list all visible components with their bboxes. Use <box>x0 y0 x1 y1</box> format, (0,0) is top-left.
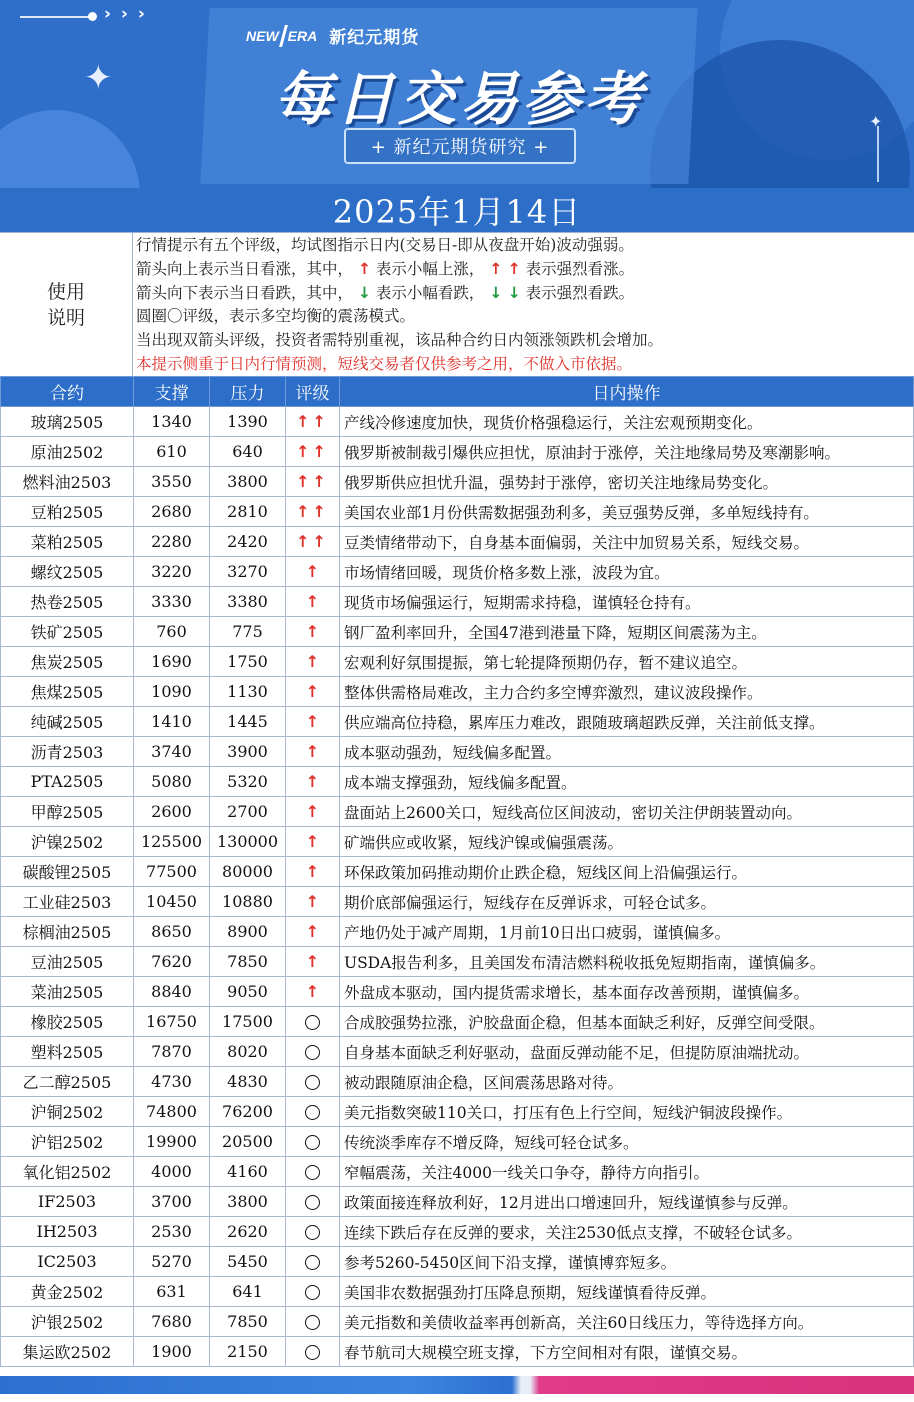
operation-cell: 期价底部偏强运行，短线存在反弹诉求，可轻仓试多。 <box>340 887 914 917</box>
resistance-cell: 76200 <box>210 1097 286 1127</box>
table-row <box>1 437 914 467</box>
table-row <box>1 887 914 917</box>
header-support: 支撑 <box>134 377 210 407</box>
neutral-circle-icon <box>305 1225 320 1240</box>
operation-cell: 供应端高位持稳，累库压力难改，跟随玻璃超跌反弹，关注前低支撑。 <box>340 707 914 737</box>
contract-cell: 沪铜2502 <box>1 1097 134 1127</box>
up-arrow-icon: ↑ <box>305 682 320 701</box>
rating-cell <box>286 557 340 587</box>
disclaimer-line: 本提示侧重于日内行情预测，短线交易者仅供参考之用，不做入市依据。 <box>136 354 633 373</box>
neutral-circle-icon <box>305 1075 320 1090</box>
rating-cell <box>286 857 340 887</box>
contract-cell: 塑料2505 <box>1 1037 134 1067</box>
operation-cell: 美元指数突破110关口，打压有色上行空间，短线沪铜波段操作。 <box>340 1097 914 1127</box>
rating-cell <box>286 497 340 527</box>
sparkle-icon: ✦ <box>869 112 883 131</box>
resistance-cell: 3800 <box>210 467 286 497</box>
company-logo <box>246 23 419 48</box>
chevrons-icon: › › › <box>104 4 147 24</box>
double-up-arrow-icon: ↑↑ <box>296 472 329 491</box>
neutral-circle-icon <box>305 1045 320 1060</box>
support-cell: 3220 <box>134 557 210 587</box>
contract-cell: 螺纹2505 <box>1 557 134 587</box>
header-resistance: 压力 <box>210 377 286 407</box>
support-cell: 1900 <box>134 1337 210 1367</box>
resistance-cell: 2810 <box>210 497 286 527</box>
usage-label <box>0 233 133 377</box>
rating-cell <box>286 1187 340 1217</box>
neutral-circle-icon <box>305 1135 320 1150</box>
support-cell: 3550 <box>134 467 210 497</box>
header-operation: 日内操作 <box>340 377 914 407</box>
up-arrow-icon: ↑ <box>357 259 371 278</box>
operation-cell: 钢厂盈利率回升，全国47港到港量下降，短期区间震荡为主。 <box>340 617 914 647</box>
up-arrow-icon: ↑ <box>305 982 320 1001</box>
operation-cell: 合成胶强势拉涨，沪胶盘面企稳，但基本面缺乏利好，反弹空间受限。 <box>340 1007 914 1037</box>
table-row <box>1 557 914 587</box>
resistance-cell: 1750 <box>210 647 286 677</box>
operation-cell: 自身基本面缺乏利好驱动，盘面反弹动能不足，但提防原油端扰动。 <box>340 1037 914 1067</box>
up-arrow-icon: ↑ <box>305 742 320 761</box>
contract-cell: 沪镍2502 <box>1 827 134 857</box>
table-row <box>1 947 914 977</box>
double-up-arrow-icon: ↑↑ <box>296 532 329 551</box>
operation-cell: 环保政策加码推动期价止跌企稳，短线区间上沿偏强运行。 <box>340 857 914 887</box>
support-cell: 8650 <box>134 917 210 947</box>
table-row <box>1 467 914 497</box>
support-cell: 19900 <box>134 1127 210 1157</box>
resistance-cell: 8900 <box>210 917 286 947</box>
rating-cell <box>286 1217 340 1247</box>
double-down-arrow-icon: ↓ ↓ <box>489 283 521 302</box>
usage-section <box>0 232 914 376</box>
double-up-arrow-icon: ↑↑ <box>296 412 329 431</box>
operation-cell: 盘面站上2600关口，短线高位区间波动，密切关注伊朗装置动向。 <box>340 797 914 827</box>
resistance-cell: 5320 <box>210 767 286 797</box>
resistance-cell: 2620 <box>210 1217 286 1247</box>
operation-cell: 参考5260-5450区间下沿支撑，谨慎博弈短多。 <box>340 1247 914 1277</box>
up-arrow-icon: ↑ <box>305 652 320 671</box>
neutral-circle-icon <box>305 1285 320 1300</box>
usage-text: 表示强烈看涨。 <box>525 259 635 278</box>
resistance-cell: 2700 <box>210 797 286 827</box>
resistance-cell: 2420 <box>210 527 286 557</box>
contract-cell: 沪铝2502 <box>1 1127 134 1157</box>
rating-cell <box>286 677 340 707</box>
decor-line <box>877 126 879 182</box>
table-row <box>1 1217 914 1247</box>
rating-cell <box>286 1337 340 1367</box>
operation-cell: 产地仍处于减产周期，1月前10日出口疲弱，谨慎偏多。 <box>340 917 914 947</box>
table-row <box>1 1157 914 1187</box>
table-row <box>1 797 914 827</box>
rating-cell <box>286 887 340 917</box>
support-cell: 4730 <box>134 1067 210 1097</box>
resistance-cell: 4160 <box>210 1157 286 1187</box>
header-rating: 评级 <box>286 377 340 407</box>
up-arrow-icon: ↑ <box>305 622 320 641</box>
operation-cell: 窄幅震荡，关注4000一线关口争夺，静待方向指引。 <box>340 1157 914 1187</box>
rating-cell <box>286 977 340 1007</box>
table-row <box>1 917 914 947</box>
resistance-cell: 8020 <box>210 1037 286 1067</box>
support-cell: 631 <box>134 1277 210 1307</box>
up-arrow-icon: ↑ <box>305 952 320 971</box>
contract-cell: 乙二醇2505 <box>1 1067 134 1097</box>
contract-cell: 黄金2502 <box>1 1277 134 1307</box>
rating-cell <box>286 587 340 617</box>
operation-cell: 美国农业部1月份供需数据强劲利多，美豆强势反弹，多单短线持有。 <box>340 497 914 527</box>
contract-cell: IH2503 <box>1 1217 134 1247</box>
support-cell: 2530 <box>134 1217 210 1247</box>
neutral-circle-icon <box>305 1345 320 1360</box>
rating-cell <box>286 1307 340 1337</box>
contract-cell: 热卷2505 <box>1 587 134 617</box>
rating-cell <box>286 827 340 857</box>
operation-cell: 俄罗斯被制裁引爆供应担忧，原油封于涨停，关注地缘局势及寒潮影响。 <box>340 437 914 467</box>
support-cell: 7680 <box>134 1307 210 1337</box>
decor-line <box>20 16 92 18</box>
rating-cell <box>286 1097 340 1127</box>
resistance-cell: 1130 <box>210 677 286 707</box>
resistance-cell: 1390 <box>210 407 286 437</box>
table-row <box>1 827 914 857</box>
support-cell: 1690 <box>134 647 210 677</box>
up-arrow-icon: ↑ <box>305 592 320 611</box>
resistance-cell: 80000 <box>210 857 286 887</box>
usage-text: 表示小幅上涨， <box>375 259 485 278</box>
subtitle-box <box>344 128 576 164</box>
support-cell: 4000 <box>134 1157 210 1187</box>
logo-bar-icon <box>279 25 288 47</box>
up-arrow-icon: ↑ <box>305 862 320 881</box>
rating-cell <box>286 1127 340 1157</box>
table-row <box>1 527 914 557</box>
support-cell: 74800 <box>134 1097 210 1127</box>
support-cell: 5270 <box>134 1247 210 1277</box>
rating-cell <box>286 1067 340 1097</box>
operation-cell: 美国非农数据强劲打压降息预期，短线谨慎看待反弹。 <box>340 1277 914 1307</box>
resistance-cell: 4830 <box>210 1067 286 1097</box>
up-arrow-icon: ↑ <box>305 802 320 821</box>
table-body <box>1 407 914 1367</box>
operation-cell: 产线冷修速度加快，现货价格强稳运行，关注宏观预期变化。 <box>340 407 914 437</box>
resistance-cell: 10880 <box>210 887 286 917</box>
resistance-cell: 3270 <box>210 557 286 587</box>
contract-cell: 橡胶2505 <box>1 1007 134 1037</box>
rating-cell <box>286 617 340 647</box>
neutral-circle-icon <box>305 1195 320 1210</box>
table-row <box>1 1337 914 1367</box>
resistance-cell: 130000 <box>210 827 286 857</box>
rating-cell <box>286 1037 340 1067</box>
table-row <box>1 1247 914 1277</box>
table-row <box>1 1007 914 1037</box>
usage-label-line1: 使用 <box>46 281 85 303</box>
rating-cell <box>286 797 340 827</box>
header-banner <box>0 0 914 188</box>
resistance-cell: 5450 <box>210 1247 286 1277</box>
table-row <box>1 407 914 437</box>
operation-cell: 成本驱动强劲，短线偏多配置。 <box>340 737 914 767</box>
contract-cell: 沪银2502 <box>1 1307 134 1337</box>
operation-cell: 现货市场偏强运行，短期需求持稳，谨慎轻仓持有。 <box>340 587 914 617</box>
support-cell: 16750 <box>134 1007 210 1037</box>
operation-cell: 市场情绪回暖，现货价格多数上涨，波段为宜。 <box>340 557 914 587</box>
contract-cell: 纯碱2505 <box>1 707 134 737</box>
table-row <box>1 767 914 797</box>
contract-cell: 焦煤2505 <box>1 677 134 707</box>
up-arrow-icon: ↑ <box>305 892 320 911</box>
resistance-cell: 3380 <box>210 587 286 617</box>
table-row <box>1 737 914 767</box>
rating-cell <box>286 707 340 737</box>
double-up-arrow-icon: ↑↑ <box>296 442 329 461</box>
support-cell: 3330 <box>134 587 210 617</box>
table-row <box>1 1127 914 1157</box>
usage-label-line2: 说明 <box>46 307 85 329</box>
header-contract: 合约 <box>1 377 134 407</box>
table-row <box>1 707 914 737</box>
neutral-circle-icon <box>305 1315 320 1330</box>
operation-cell: 连续下跌后存在反弹的要求，关注2530低点支撑，不破轻仓试多。 <box>340 1217 914 1247</box>
support-cell: 2600 <box>134 797 210 827</box>
decor-circle <box>0 110 140 188</box>
up-arrow-icon: ↑ <box>305 562 320 581</box>
operation-cell: 传统淡季库存不增反降，短线可轻仓试多。 <box>340 1127 914 1157</box>
contract-cell: 沥青2503 <box>1 737 134 767</box>
operation-cell: 春节航司大规模空班支撑，下方空间相对有限，谨慎交易。 <box>340 1337 914 1367</box>
resistance-cell: 775 <box>210 617 286 647</box>
contract-cell: 甲醇2505 <box>1 797 134 827</box>
table-row <box>1 617 914 647</box>
table-row <box>1 1037 914 1067</box>
contract-cell: PTA2505 <box>1 767 134 797</box>
up-arrow-icon: ↑ <box>305 712 320 731</box>
support-cell: 3740 <box>134 737 210 767</box>
table-header-row <box>1 377 914 407</box>
contract-cell: 碳酸锂2505 <box>1 857 134 887</box>
rating-cell <box>286 947 340 977</box>
contract-cell: 氧化铝2502 <box>1 1157 134 1187</box>
operation-cell: 外盘成本驱动，国内提货需求增长，基本面存改善预期，谨慎偏多。 <box>340 977 914 1007</box>
neutral-circle-icon <box>305 1105 320 1120</box>
usage-line <box>136 258 914 282</box>
table-row <box>1 857 914 887</box>
support-cell: 8840 <box>134 977 210 1007</box>
neutral-circle-icon <box>305 1255 320 1270</box>
resistance-cell: 20500 <box>210 1127 286 1157</box>
usage-line: 当出现双箭头评级，投资者需特别重视，该品种合约日内领涨领跌机会增加。 <box>136 331 664 350</box>
usage-lines <box>133 233 914 376</box>
rating-cell <box>286 1007 340 1037</box>
rating-cell <box>286 1157 340 1187</box>
usage-text: 表示强烈看跌。 <box>525 283 635 302</box>
sparkle-icon: ✦ <box>84 58 113 98</box>
contract-cell: 焦炭2505 <box>1 647 134 677</box>
logo-right: ERA <box>287 27 318 44</box>
table-row <box>1 647 914 677</box>
resistance-cell: 9050 <box>210 977 286 1007</box>
resistance-cell: 3900 <box>210 737 286 767</box>
table-row <box>1 1097 914 1127</box>
contract-cell: 玻璃2505 <box>1 407 134 437</box>
support-cell: 2680 <box>134 497 210 527</box>
table-row <box>1 1187 914 1217</box>
trading-table <box>0 376 914 1367</box>
rating-cell <box>286 737 340 767</box>
table-row <box>1 1277 914 1307</box>
report-date: 2025年1月14日 <box>332 193 582 231</box>
resistance-cell: 3800 <box>210 1187 286 1217</box>
rating-cell <box>286 467 340 497</box>
rating-cell <box>286 1277 340 1307</box>
usage-line: 行情提示有五个评级，均试图指示日内(交易日-即从夜盘开始)波动强弱。 <box>136 236 634 254</box>
down-arrow-icon: ↓ <box>357 283 371 302</box>
usage-line: 圆圈〇评级，表示多空均衡的震荡模式。 <box>136 307 416 326</box>
up-arrow-icon: ↑ <box>305 922 320 941</box>
contract-cell: 菜油2505 <box>1 977 134 1007</box>
operation-cell: 美元指数和美债收益率再创新高，关注60日线压力，等待选择方向。 <box>340 1307 914 1337</box>
operation-cell: 宏观利好氛围提振，第七轮提降预期仍存，暂不建议追空。 <box>340 647 914 677</box>
support-cell: 1090 <box>134 677 210 707</box>
rating-cell <box>286 767 340 797</box>
operation-cell: USDA报告利多，且美国发布清洁燃料税收抵免短期指南，谨慎偏多。 <box>340 947 914 977</box>
decor-dot <box>88 12 97 21</box>
contract-cell: 菜粕2505 <box>1 527 134 557</box>
rating-cell <box>286 917 340 947</box>
usage-line <box>136 282 914 306</box>
contract-cell: IC2503 <box>1 1247 134 1277</box>
table-row <box>1 1067 914 1097</box>
support-cell: 1340 <box>134 407 210 437</box>
support-cell: 610 <box>134 437 210 467</box>
table-row <box>1 497 914 527</box>
contract-cell: IF2503 <box>1 1187 134 1217</box>
operation-cell: 俄罗斯供应担忧升温，强势封于涨停，密切关注地缘局势变化。 <box>340 467 914 497</box>
support-cell: 10450 <box>134 887 210 917</box>
table-row <box>1 1307 914 1337</box>
support-cell: 1410 <box>134 707 210 737</box>
logo-left: NEW <box>246 27 279 44</box>
support-cell: 77500 <box>134 857 210 887</box>
contract-cell: 原油2502 <box>1 437 134 467</box>
resistance-cell: 17500 <box>210 1007 286 1037</box>
up-arrow-icon: ↑ <box>305 772 320 791</box>
usage-text: 箭头向下表示当日看跌，其中， <box>136 283 354 302</box>
support-cell: 7870 <box>134 1037 210 1067</box>
operation-cell: 政策面接连释放利好，12月进出口增速回升，短线谨慎参与反弹。 <box>340 1187 914 1217</box>
contract-cell: 豆粕2505 <box>1 497 134 527</box>
operation-cell: 成本端支撑强劲，短线偏多配置。 <box>340 767 914 797</box>
contract-cell: 工业硅2503 <box>1 887 134 917</box>
table-row <box>1 977 914 1007</box>
resistance-cell: 640 <box>210 437 286 467</box>
bottom-decor-strip <box>0 1376 914 1394</box>
rating-cell <box>286 407 340 437</box>
operation-cell: 整体供需格局难改，主力合约多空博弈激烈，建议波段操作。 <box>340 677 914 707</box>
logo-mark <box>246 25 317 47</box>
resistance-cell: 7850 <box>210 1307 286 1337</box>
resistance-cell: 7850 <box>210 947 286 977</box>
double-up-arrow-icon: ↑ ↑ <box>489 259 521 278</box>
contract-cell: 棕榈油2505 <box>1 917 134 947</box>
page-title: 每日交易参考 <box>273 65 646 133</box>
table-row <box>1 677 914 707</box>
date-bar <box>0 188 914 232</box>
support-cell: 5080 <box>134 767 210 797</box>
company-name: 新纪元期货 <box>329 28 420 48</box>
operation-cell: 被动跟随原油企稳，区间震荡思路对待。 <box>340 1067 914 1097</box>
contract-cell: 铁矿2505 <box>1 617 134 647</box>
support-cell: 125500 <box>134 827 210 857</box>
rating-cell <box>286 647 340 677</box>
neutral-circle-icon <box>305 1015 320 1030</box>
rating-cell <box>286 437 340 467</box>
rating-cell <box>286 1247 340 1277</box>
contract-cell: 燃料油2503 <box>1 467 134 497</box>
usage-text: 箭头向上表示当日看涨，其中， <box>136 259 354 278</box>
support-cell: 7620 <box>134 947 210 977</box>
support-cell: 2280 <box>134 527 210 557</box>
neutral-circle-icon <box>305 1165 320 1180</box>
operation-cell: 矿端供应或收紧，短线沪镍或偏强震荡。 <box>340 827 914 857</box>
resistance-cell: 2150 <box>210 1337 286 1367</box>
resistance-cell: 641 <box>210 1277 286 1307</box>
rating-cell <box>286 527 340 557</box>
contract-cell: 集运欧2502 <box>1 1337 134 1367</box>
usage-text: 表示小幅看跌， <box>375 283 485 302</box>
double-up-arrow-icon: ↑↑ <box>296 502 329 521</box>
table-row <box>1 587 914 617</box>
contract-cell: 豆油2505 <box>1 947 134 977</box>
support-cell: 760 <box>134 617 210 647</box>
support-cell: 3700 <box>134 1187 210 1217</box>
up-arrow-icon: ↑ <box>305 832 320 851</box>
operation-cell: 豆类情绪带动下，自身基本面偏弱，关注中加贸易关系，短线交易。 <box>340 527 914 557</box>
subtitle: + 新纪元期货研究 + <box>370 137 550 158</box>
resistance-cell: 1445 <box>210 707 286 737</box>
